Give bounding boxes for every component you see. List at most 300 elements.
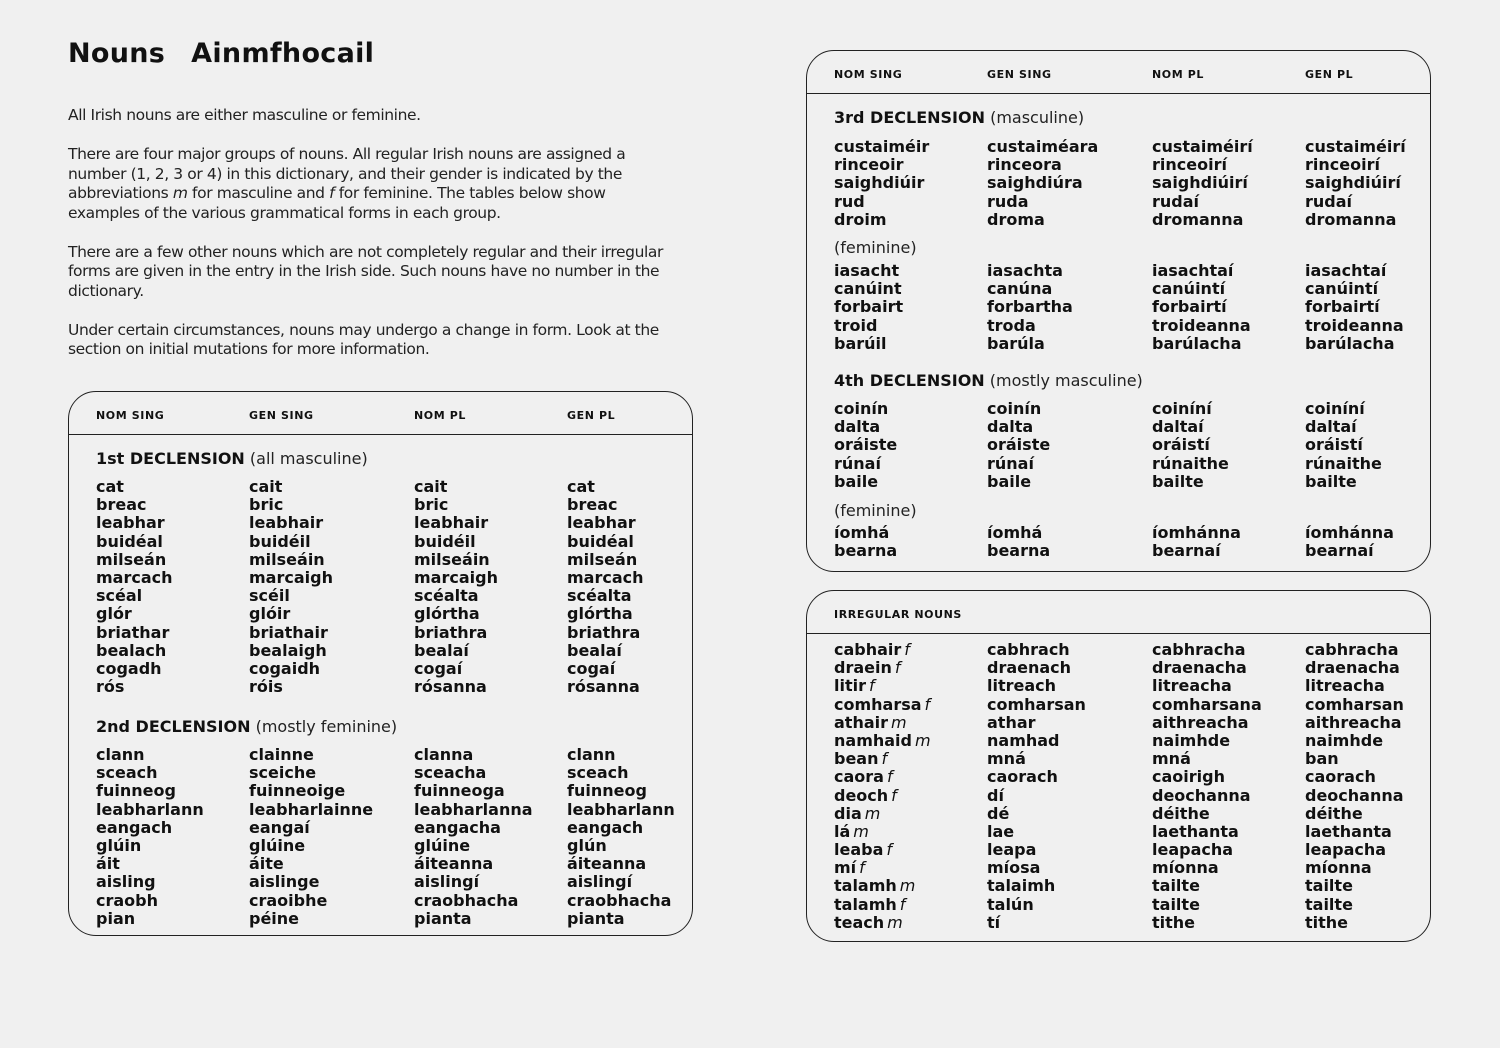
- gen-sing-cell: dí: [987, 785, 1004, 805]
- table-row: [807, 750, 1430, 768]
- gender-abbr: m: [899, 876, 916, 896]
- nom-pl-cell: troideanna: [1152, 315, 1251, 335]
- nom-sing-cell: [834, 787, 897, 805]
- gen-pl-cell: sceach: [567, 763, 629, 783]
- table-row: [807, 138, 1430, 156]
- gen-sing-cell: custaiméara: [987, 137, 1099, 156]
- nom-sing-cell: droim: [834, 209, 887, 229]
- nom-sing-cell: scéal: [96, 586, 143, 606]
- nom-sing-cell: bearna: [834, 541, 898, 561]
- gender-abbr: f: [886, 840, 893, 860]
- intro-paragraph-3: There are a few other nouns which are not completely regular and their irregular forms are given in the entry in the Irish side. Such nouns have no number in the dictionary.: [68, 242, 663, 300]
- nom-pl-cell: saighdiúirí: [1152, 173, 1248, 193]
- table-row: [69, 678, 692, 696]
- noun-word: mí: [834, 858, 857, 878]
- table-row: [807, 696, 1430, 714]
- gen-pl-cell: naimhde: [1305, 730, 1384, 750]
- gen-sing-cell: dalta: [987, 417, 1034, 437]
- gen-pl-cell: troideanna: [1305, 315, 1404, 335]
- gender-abbr: f: [881, 749, 888, 769]
- intro-text: [68, 106, 678, 379]
- nom-sing-cell: [834, 914, 903, 932]
- col-header-gen-sing: GEN SING: [987, 68, 1052, 81]
- gen-pl-cell: bealaí: [567, 640, 622, 660]
- table-row: [69, 478, 692, 496]
- nom-sing-cell: craobh: [96, 890, 159, 910]
- gen-sing-cell: milseáin: [249, 549, 325, 569]
- group-label: 4th DECLENSION: [834, 371, 985, 390]
- group-note: (masculine): [990, 108, 1085, 127]
- nom-pl-cell: custaiméirí: [1152, 137, 1253, 156]
- table-row: [807, 859, 1430, 877]
- gen-sing-cell: aislinge: [249, 872, 320, 892]
- gen-pl-cell: dromanna: [1305, 209, 1397, 229]
- nom-pl-cell: tailte: [1152, 876, 1200, 896]
- gen-sing-cell: míosa: [987, 858, 1041, 878]
- nom-sing-cell: [834, 696, 930, 714]
- column-header-row: [69, 392, 692, 435]
- irregular-nouns-title: IRREGULAR NOUNS: [834, 608, 962, 621]
- gender-abbr: f: [869, 676, 875, 696]
- gen-pl-cell: ban: [1305, 749, 1339, 769]
- nom-pl-cell: naimhde: [1152, 730, 1231, 750]
- nom-sing-cell: pian: [96, 908, 136, 928]
- table-row: [807, 436, 1430, 454]
- fourth-declension-feminine-note: [834, 501, 917, 520]
- fourth-declension-heading: [834, 371, 1143, 390]
- nom-sing-cell: [834, 823, 869, 841]
- nom-pl-cell: tithe: [1152, 912, 1196, 932]
- gen-pl-cell: oráistí: [1305, 435, 1363, 455]
- table-row: [807, 335, 1430, 353]
- gen-pl-cell: briathra: [567, 622, 641, 642]
- table-row: [807, 524, 1430, 542]
- table-row: [807, 732, 1430, 750]
- gen-sing-cell: bealaigh: [249, 640, 327, 660]
- gen-pl-cell: rósanna: [567, 677, 640, 697]
- table-row: [807, 787, 1430, 805]
- nom-sing-cell: [834, 877, 915, 895]
- intro-paragraph-4: Under certain circumstances, nouns may undergo a change in form. Look at the section on initial mutations for more information.: [68, 320, 659, 358]
- table-row: [69, 801, 692, 819]
- intro-text-span: for masculine and: [187, 184, 330, 202]
- nom-pl-cell: craobhacha: [414, 890, 519, 910]
- table-row: [807, 823, 1430, 841]
- nom-sing-cell: [834, 732, 931, 750]
- nom-pl-cell: buidéil: [414, 531, 476, 551]
- third-declension-feminine-note: [834, 238, 917, 257]
- gen-pl-cell: pianta: [567, 908, 625, 928]
- nom-sing-cell: glúin: [96, 835, 142, 855]
- nom-pl-cell: eangacha: [414, 817, 501, 837]
- nom-sing-cell: [834, 859, 865, 877]
- nom-pl-cell: caoirigh: [1152, 767, 1225, 787]
- nom-sing-cell: buidéal: [96, 531, 163, 551]
- nom-sing-cell: [834, 805, 880, 823]
- noun-word: litir: [834, 676, 866, 696]
- table-row: [807, 542, 1430, 560]
- nom-sing-cell: cogadh: [96, 658, 162, 678]
- gen-sing-cell: iasachta: [987, 261, 1063, 280]
- gender-abbr: m: [887, 912, 903, 932]
- gen-sing-cell: cabhrach: [987, 640, 1070, 659]
- gender-abbr: f: [899, 894, 906, 914]
- nom-sing-cell: custaiméir: [834, 137, 930, 156]
- nom-sing-cell: canúint: [834, 279, 902, 299]
- gen-pl-cell: leabharlann: [567, 799, 675, 819]
- col-header-gen-pl: GEN PL: [567, 409, 616, 422]
- fourth-declension-feminine-rows: [807, 524, 1430, 560]
- table-row: [69, 873, 692, 891]
- nom-sing-cell: bealach: [96, 640, 167, 660]
- col-header-nom-sing: NOM SING: [96, 409, 165, 422]
- nom-sing-cell: briathar: [96, 622, 170, 642]
- gen-pl-cell: forbairtí: [1305, 297, 1380, 317]
- nom-sing-cell: sceach: [96, 763, 158, 783]
- gen-sing-cell: róis: [249, 677, 283, 697]
- col-header-nom-pl: NOM PL: [1152, 68, 1205, 81]
- gen-sing-cell: bearna: [987, 541, 1051, 561]
- gen-pl-cell: draenacha: [1305, 658, 1400, 678]
- title-irish: Ainmfhocail: [191, 38, 375, 69]
- table-row: [807, 156, 1430, 174]
- nom-pl-cell: coiníní: [1152, 399, 1212, 418]
- nom-sing-cell: troid: [834, 315, 878, 335]
- gen-pl-cell: tithe: [1305, 912, 1349, 932]
- table-row: [807, 193, 1430, 211]
- table-row: [807, 896, 1430, 914]
- nom-sing-cell: rúnaí: [834, 453, 881, 473]
- nom-pl-cell: clanna: [414, 745, 474, 764]
- gen-pl-cell: coiníní: [1305, 399, 1365, 418]
- nom-pl-cell: tailte: [1152, 894, 1200, 914]
- noun-word: athair: [834, 712, 889, 732]
- nom-pl-cell: draenacha: [1152, 658, 1247, 678]
- table-row: [807, 174, 1430, 192]
- nom-pl-cell: fuinneoga: [414, 781, 505, 801]
- table-row: [69, 837, 692, 855]
- gen-pl-cell: comharsan: [1305, 694, 1404, 714]
- gender-abbr: m: [853, 821, 869, 841]
- gen-sing-cell: canúna: [987, 279, 1053, 299]
- gen-sing-cell: forbartha: [987, 297, 1073, 317]
- gen-sing-cell: cogaidh: [249, 658, 321, 678]
- gen-pl-cell: glórtha: [567, 604, 633, 624]
- table-row: [69, 764, 692, 782]
- nom-pl-cell: rósanna: [414, 677, 487, 697]
- noun-word: caora: [834, 767, 884, 787]
- gen-sing-cell: craoibhe: [249, 890, 328, 910]
- table-row: [807, 877, 1430, 895]
- noun-word: draein: [834, 658, 892, 678]
- group-note: (feminine): [834, 238, 917, 257]
- table-row: [807, 677, 1430, 695]
- nom-pl-cell: íomhánna: [1152, 523, 1241, 542]
- col-header-gen-sing: GEN SING: [249, 409, 314, 422]
- nom-sing-cell: [834, 768, 893, 786]
- nom-pl-cell: deochanna: [1152, 785, 1251, 805]
- gen-pl-cell: clann: [567, 745, 616, 764]
- gen-sing-cell: dé: [987, 803, 1010, 823]
- gen-pl-cell: bailte: [1305, 471, 1357, 491]
- nom-sing-cell: fuinneog: [96, 781, 176, 801]
- col-header-nom-pl: NOM PL: [414, 409, 467, 422]
- table-row: [69, 514, 692, 532]
- gen-sing-cell: marcaigh: [249, 567, 333, 587]
- gen-sing-cell: leabharlainne: [249, 799, 374, 819]
- column-header-row: [807, 51, 1430, 94]
- gen-sing-cell: leabhair: [249, 513, 324, 533]
- table-row: [807, 641, 1430, 659]
- table-row: [69, 624, 692, 642]
- nom-sing-cell: [834, 841, 892, 859]
- second-declension-heading: [96, 717, 397, 736]
- group-note: (mostly feminine): [255, 717, 398, 736]
- nom-sing-cell: [834, 641, 910, 659]
- nom-pl-cell: cabhracha: [1152, 640, 1246, 659]
- nom-sing-cell: leabhar: [96, 513, 165, 533]
- nom-pl-cell: leabhair: [414, 513, 489, 533]
- col-header-nom-sing: NOM SING: [834, 68, 903, 81]
- nom-sing-cell: [834, 750, 887, 768]
- gen-pl-cell: buidéal: [567, 531, 634, 551]
- group-label: 3rd DECLENSION: [834, 108, 985, 127]
- gen-sing-cell: namhad: [987, 730, 1060, 750]
- group-note: (all masculine): [249, 449, 368, 468]
- table-row: [807, 298, 1430, 316]
- page-title: [68, 38, 374, 69]
- nom-pl-cell: glórtha: [414, 604, 480, 624]
- abbr-masculine: m: [172, 184, 188, 202]
- nom-pl-cell: leapacha: [1152, 840, 1234, 860]
- gen-pl-cell: daltaí: [1305, 417, 1357, 437]
- gen-sing-cell: bric: [249, 495, 284, 515]
- table-row: [807, 418, 1430, 436]
- gen-sing-cell: litreach: [987, 676, 1057, 696]
- nom-sing-cell: dalta: [834, 417, 881, 437]
- first-declension-heading: [96, 449, 368, 468]
- gen-pl-cell: íomhánna: [1305, 523, 1394, 542]
- nom-sing-cell: cat: [96, 477, 124, 496]
- gen-pl-cell: breac: [567, 495, 618, 515]
- nom-pl-cell: pianta: [414, 908, 472, 928]
- noun-word: talamh: [834, 894, 897, 914]
- gen-sing-cell: scéil: [249, 586, 290, 606]
- nom-pl-cell: barúlacha: [1152, 333, 1242, 353]
- gen-pl-cell: deochanna: [1305, 785, 1404, 805]
- gen-pl-cell: tailte: [1305, 894, 1353, 914]
- table-row: [807, 317, 1430, 335]
- gen-sing-cell: fuinneoige: [249, 781, 346, 801]
- table-row: [807, 841, 1430, 859]
- noun-word: deoch: [834, 785, 889, 805]
- noun-word: talamh: [834, 876, 897, 896]
- table-row: [807, 400, 1430, 418]
- gen-pl-cell: rinceoirí: [1305, 155, 1380, 175]
- gen-sing-cell: saighdiúra: [987, 173, 1083, 193]
- nom-sing-cell: forbairt: [834, 297, 904, 317]
- gender-abbr: f: [904, 640, 910, 659]
- irregular-nouns-table: [806, 590, 1431, 942]
- nom-pl-cell: cogaí: [414, 658, 463, 678]
- nom-pl-cell: déithe: [1152, 803, 1210, 823]
- table-row: [69, 587, 692, 605]
- gen-sing-cell: talaimh: [987, 876, 1056, 896]
- gen-pl-cell: canúintí: [1305, 279, 1379, 299]
- nom-pl-cell: rúnaithe: [1152, 453, 1229, 473]
- gen-sing-cell: comharsan: [987, 694, 1086, 714]
- nom-sing-cell: rinceoir: [834, 155, 904, 175]
- gen-pl-cell: áiteanna: [567, 854, 647, 874]
- gen-pl-cell: saighdiúirí: [1305, 173, 1401, 193]
- gen-sing-cell: áite: [249, 854, 284, 874]
- noun-word: comharsa: [834, 694, 922, 714]
- gen-sing-cell: troda: [987, 315, 1036, 335]
- gender-abbr: f: [924, 694, 931, 714]
- gender-abbr: m: [891, 712, 907, 732]
- nom-sing-cell: íomhá: [834, 523, 890, 542]
- table-row: [69, 642, 692, 660]
- gen-sing-cell: tí: [987, 912, 1001, 932]
- gen-sing-cell: rinceora: [987, 155, 1062, 175]
- nom-pl-cell: leabharlanna: [414, 799, 533, 819]
- nom-sing-cell: barúil: [834, 333, 887, 353]
- nom-pl-cell: milseáin: [414, 549, 490, 569]
- nom-sing-cell: áit: [96, 854, 120, 874]
- nom-pl-cell: áiteanna: [414, 854, 494, 874]
- third-declension-feminine-rows: [807, 262, 1430, 353]
- table-row: [807, 280, 1430, 298]
- nom-pl-cell: litreacha: [1152, 676, 1232, 696]
- table-row: [69, 782, 692, 800]
- gen-sing-cell: coinín: [987, 399, 1042, 418]
- gender-abbr: f: [886, 767, 893, 787]
- nom-pl-cell: bearnaí: [1152, 541, 1221, 561]
- abbr-feminine: f: [329, 184, 335, 202]
- table-row: [807, 768, 1430, 786]
- nom-pl-cell: bailte: [1152, 471, 1204, 491]
- gen-pl-cell: craobhacha: [567, 890, 672, 910]
- gender-abbr: f: [891, 785, 897, 805]
- nom-sing-cell: marcach: [96, 567, 173, 587]
- gen-sing-cell: lae: [987, 821, 1015, 841]
- nom-pl-cell: laethanta: [1152, 821, 1239, 841]
- gen-sing-cell: talún: [987, 894, 1034, 914]
- gen-sing-cell: mná: [987, 749, 1026, 769]
- declension-table-1-2: [68, 391, 693, 936]
- nom-sing-cell: glór: [96, 604, 132, 624]
- table-row: [807, 714, 1430, 732]
- noun-word: namhaid: [834, 730, 912, 750]
- gen-sing-cell: cait: [249, 477, 283, 496]
- gen-pl-cell: iasachtaí: [1305, 261, 1387, 280]
- nom-pl-cell: rudaí: [1152, 191, 1200, 211]
- fourth-declension-rows: [807, 400, 1430, 491]
- gender-abbr: m: [864, 803, 881, 823]
- nom-sing-cell: eangach: [96, 817, 173, 837]
- table-row: [807, 262, 1430, 280]
- nom-sing-cell: [834, 896, 905, 914]
- nom-pl-cell: bealaí: [414, 640, 469, 660]
- gen-pl-cell: déithe: [1305, 803, 1363, 823]
- nom-sing-cell: clann: [96, 745, 145, 764]
- gen-pl-cell: cogaí: [567, 658, 616, 678]
- nom-pl-cell: briathra: [414, 622, 488, 642]
- table-row: [69, 855, 692, 873]
- gen-pl-cell: cabhracha: [1305, 640, 1399, 659]
- group-note: (mostly masculine): [989, 371, 1143, 390]
- noun-word: cabhair: [834, 640, 902, 659]
- nom-sing-cell: rós: [96, 677, 125, 697]
- table-row: [807, 805, 1430, 823]
- nom-sing-cell: coinín: [834, 399, 889, 418]
- gen-pl-cell: rúnaithe: [1305, 453, 1382, 473]
- noun-word: lá: [834, 821, 851, 841]
- gen-sing-cell: barúla: [987, 333, 1045, 353]
- gen-pl-cell: tailte: [1305, 876, 1353, 896]
- gen-pl-cell: bearnaí: [1305, 541, 1374, 561]
- noun-word: dia: [834, 803, 862, 823]
- gen-sing-cell: baile: [987, 471, 1032, 491]
- gen-sing-cell: caorach: [987, 767, 1058, 787]
- gen-sing-cell: clainne: [249, 745, 314, 764]
- intro-text-span: for feminine. The tables below show examples of the various grammatical forms in each group.: [68, 184, 606, 222]
- gen-pl-cell: aislingí: [567, 872, 633, 892]
- group-label: 2nd DECLENSION: [96, 717, 251, 736]
- gen-pl-cell: míonna: [1305, 858, 1372, 878]
- nom-sing-cell: [834, 677, 875, 695]
- gen-pl-cell: milseán: [567, 549, 638, 569]
- gen-sing-cell: briathair: [249, 622, 328, 642]
- gen-sing-cell: oráiste: [987, 435, 1051, 455]
- gen-pl-cell: leabhar: [567, 513, 636, 533]
- nom-sing-cell: breac: [96, 495, 147, 515]
- gen-pl-cell: litreacha: [1305, 676, 1385, 696]
- declension-table-3-4: [806, 50, 1431, 572]
- nom-pl-cell: cait: [414, 477, 448, 496]
- gen-pl-cell: fuinneog: [567, 781, 647, 801]
- group-note: (feminine): [834, 501, 917, 520]
- noun-word: bean: [834, 749, 879, 769]
- gender-abbr: f: [859, 858, 865, 878]
- nom-pl-cell: dromanna: [1152, 209, 1244, 229]
- title-english: Nouns: [68, 38, 166, 69]
- gen-pl-cell: caorach: [1305, 767, 1376, 787]
- table-row: [69, 551, 692, 569]
- gen-pl-cell: marcach: [567, 567, 644, 587]
- group-label: 1st DECLENSION: [96, 449, 245, 468]
- gender-abbr: m: [914, 730, 931, 750]
- gen-sing-cell: leapa: [987, 840, 1037, 860]
- table-row: [69, 746, 692, 764]
- gen-pl-cell: cat: [567, 477, 595, 496]
- intro-paragraph-2: [68, 145, 678, 223]
- nom-pl-cell: daltaí: [1152, 417, 1204, 437]
- first-declension-rows: [69, 478, 692, 696]
- gen-pl-cell: laethanta: [1305, 821, 1392, 841]
- table-row: [807, 914, 1430, 932]
- table-row: [69, 496, 692, 514]
- nom-pl-cell: forbairtí: [1152, 297, 1227, 317]
- nom-pl-cell: rinceoirí: [1152, 155, 1227, 175]
- table-row: [69, 892, 692, 910]
- noun-word: teach: [834, 912, 885, 932]
- gen-sing-cell: ruda: [987, 191, 1029, 211]
- noun-word: leaba: [834, 840, 884, 860]
- table-row: [69, 569, 692, 587]
- nom-pl-cell: aithreacha: [1152, 712, 1249, 732]
- nom-sing-cell: saighdiúir: [834, 173, 925, 193]
